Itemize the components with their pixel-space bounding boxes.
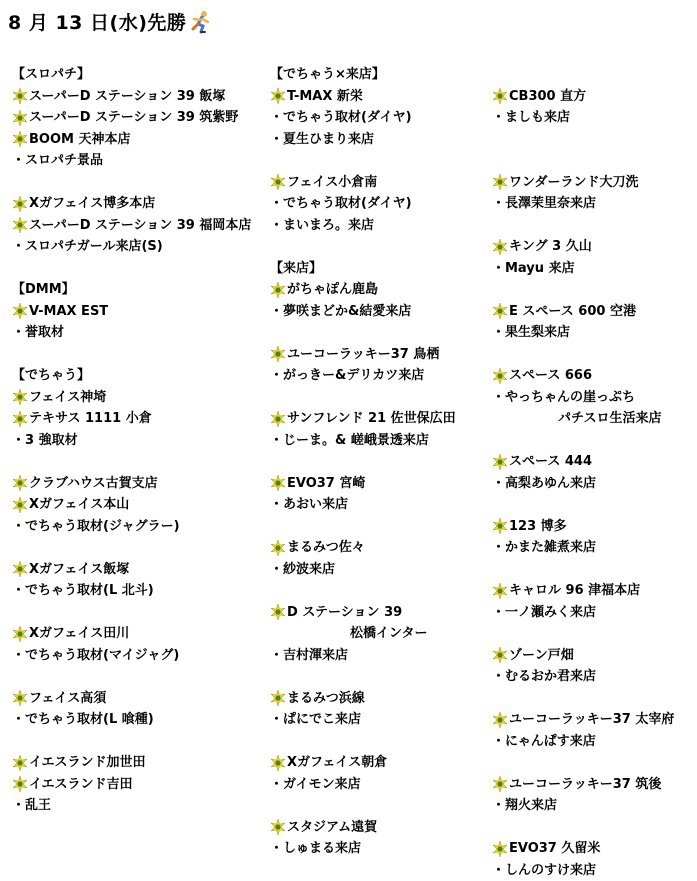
spacer [492, 623, 692, 645]
line-text: ユーコーラッキー37 筑後 [509, 774, 661, 796]
sparkle-star-icon [492, 303, 508, 319]
store-name [12, 774, 262, 796]
line-text: E スペース 600 空港 [509, 301, 636, 323]
sparkle-star-icon [12, 497, 28, 513]
event-detail [12, 516, 262, 538]
store-name [270, 344, 488, 366]
event-detail [270, 709, 488, 731]
line-text: ・Mayu 来店 [492, 258, 575, 280]
store-name [12, 215, 262, 237]
event-detail [270, 494, 488, 516]
store-name [12, 494, 262, 516]
line-text: ・やっちゃんの崖っぷち [492, 387, 635, 409]
spacer [12, 666, 262, 688]
sparkle-star-icon [492, 88, 508, 104]
sparkle-star-icon [12, 389, 28, 405]
store-name [270, 473, 488, 495]
line-text: クラブハウス古賀支店 [29, 473, 158, 495]
event-detail [270, 774, 488, 796]
section-header [12, 279, 262, 301]
sparkle-star-icon [492, 712, 508, 728]
line-text: スーパーD ステーション 39 福岡本店 [29, 215, 251, 237]
spacer [492, 430, 692, 452]
line-text: ユーコーラッキー37 太宰府 [509, 709, 674, 731]
column-2 [270, 64, 488, 860]
store-name [492, 774, 692, 796]
store-name [12, 752, 262, 774]
line-text: ・夏生ひまり来店 [270, 129, 374, 151]
line-text: フェイス高須 [29, 688, 106, 710]
line-text: EVO37 久留米 [509, 838, 600, 860]
store-name [492, 86, 692, 108]
spacer [270, 322, 488, 344]
store-name [12, 193, 262, 215]
line-text: ・スロパチガール来店(S) [12, 236, 163, 258]
spacer [492, 279, 692, 301]
event-detail [270, 193, 488, 215]
store-name [492, 301, 692, 323]
line-text: ・誉取材 [12, 322, 64, 344]
store-name [270, 172, 488, 194]
line-text: ・高梨あゆん来店 [492, 473, 596, 495]
store-name [12, 301, 262, 323]
line-text: パチスロ生活来店 [558, 408, 661, 430]
store-name [12, 129, 262, 151]
line-text: まるみつ浜線 [287, 688, 365, 710]
event-detail [270, 301, 488, 323]
sparkle-star-icon [270, 604, 286, 620]
line-text: ・じーま。& 嵯峨景透来店 [270, 430, 429, 452]
line-text: ・でちゃう取材(L 北斗) [12, 580, 154, 602]
line-text: ・かまた雑煮来店 [492, 537, 596, 559]
event-detail [12, 322, 262, 344]
line-text: ・ましも来店 [492, 107, 570, 129]
sparkle-star-icon [492, 647, 508, 663]
event-detail [492, 537, 692, 559]
column-3 [492, 64, 692, 881]
sparkle-star-icon [270, 282, 286, 298]
line-text: ・でちゃう取材(ジャグラー) [12, 516, 180, 538]
line-text: ・ぱにでこ来店 [270, 709, 361, 731]
line-text: ・まいまろ。来店 [270, 215, 374, 237]
sparkle-star-icon [270, 690, 286, 706]
store-name [12, 408, 262, 430]
line-text: スペース 444 [509, 451, 592, 473]
event-detail [12, 795, 262, 817]
section-header [12, 365, 262, 387]
line-text: ・あおい来店 [270, 494, 348, 516]
spacer [12, 451, 262, 473]
line-text: ・吉村渾来店 [270, 645, 348, 667]
store-name [12, 559, 262, 581]
line-text: ・翔火来店 [492, 795, 557, 817]
line-text: ・むるおか君来店 [492, 666, 596, 688]
line-text: V-MAX EST [29, 301, 108, 323]
line-text: 123 博多 [509, 516, 567, 538]
sparkle-star-icon [12, 626, 28, 642]
line-text: ・乱王 [12, 795, 51, 817]
event-detail [270, 365, 488, 387]
event-detail [12, 236, 262, 258]
store-name [492, 709, 692, 731]
line-text: イエスランド加世田 [29, 752, 145, 774]
line-text: ワンダーランド大刀洗 [509, 172, 638, 194]
sparkle-star-icon [270, 411, 286, 427]
sparkle-star-icon [12, 303, 28, 319]
spacer [270, 580, 488, 602]
spacer [492, 494, 692, 516]
sparkle-star-icon [270, 540, 286, 556]
line-text: イエスランド吉田 [29, 774, 132, 796]
line-text: ・ガイモン来店 [270, 774, 361, 796]
event-detail [12, 709, 262, 731]
line-text: EVO37 宮崎 [287, 473, 365, 495]
section-header [270, 258, 488, 280]
line-text: ・がっきー&デリカツ来店 [270, 365, 424, 387]
event-detail [270, 215, 488, 237]
spacer [492, 344, 692, 366]
store-name [270, 408, 488, 430]
store-name [12, 623, 262, 645]
event-detail [492, 731, 692, 753]
line-text: ユーコーラッキー37 鳥栖 [287, 344, 439, 366]
spacer [270, 731, 488, 753]
line-text: ・でちゃう取材(L 喰種) [12, 709, 154, 731]
sparkle-star-icon [12, 131, 28, 147]
sparkle-star-icon [492, 776, 508, 792]
sparkle-star-icon [270, 174, 286, 190]
line-text: 【DMM】 [12, 279, 75, 301]
line-text: キャロル 96 津福本店 [509, 580, 640, 602]
store-name [12, 473, 262, 495]
spacer [492, 64, 692, 86]
line-text: フェイス小倉南 [287, 172, 377, 194]
spacer [492, 752, 692, 774]
line-text: T-MAX 新栄 [287, 86, 363, 108]
event-detail [270, 559, 488, 581]
line-text: ・夢咲まどか&結愛来店 [270, 301, 411, 323]
store-name [12, 688, 262, 710]
page-title [8, 8, 212, 35]
line-text: ・スロパチ景品 [12, 150, 103, 172]
sparkle-star-icon [270, 819, 286, 835]
line-text: ・でちゃう取材(マイジャグ) [12, 645, 179, 667]
spacer [492, 559, 692, 581]
sparkle-star-icon [12, 475, 28, 491]
line-text: ・長澤茉里奈来店 [492, 193, 596, 215]
sparkle-star-icon [492, 174, 508, 190]
spacer [270, 666, 488, 688]
spacer [270, 236, 488, 258]
line-text: D ステーション 39 [287, 602, 402, 624]
spacer [492, 150, 692, 172]
event-detail [492, 473, 692, 495]
event-detail [270, 430, 488, 452]
event-detail [492, 860, 692, 881]
line-text: Xガフェイス博多本店 [29, 193, 155, 215]
spacer [492, 215, 692, 237]
sparkle-star-icon [492, 454, 508, 470]
sparkle-star-icon [12, 776, 28, 792]
line-text: ・しゅまる来店 [270, 838, 361, 860]
event-detail [492, 107, 692, 129]
event-detail [12, 580, 262, 602]
spacer [270, 451, 488, 473]
event-detail [492, 193, 692, 215]
spacer [492, 129, 692, 151]
column-1 [12, 64, 262, 817]
store-name [270, 279, 488, 301]
event-detail [12, 645, 262, 667]
line-text: スタジアム遠賀 [287, 817, 377, 839]
spacer [12, 172, 262, 194]
sparkle-star-icon [12, 110, 28, 126]
line-text: がちゃぽん鹿島 [287, 279, 378, 301]
sparkle-star-icon [492, 239, 508, 255]
spacer [12, 258, 262, 280]
event-detail [492, 258, 692, 280]
spacer [12, 731, 262, 753]
spacer [270, 387, 488, 409]
event-detail [270, 129, 488, 151]
event-detail [492, 387, 692, 409]
line-text: サンフレンド 21 佐世保広田 [287, 408, 456, 430]
line-text: ゾーン戸畑 [509, 645, 574, 667]
line-text: キング 3 久山 [509, 236, 592, 258]
store-name [270, 86, 488, 108]
event-detail [492, 795, 692, 817]
spacer [12, 537, 262, 559]
event-detail [12, 150, 262, 172]
line-text: ・にゃんぱす来店 [492, 731, 596, 753]
continuation-line [270, 623, 488, 645]
store-name [270, 752, 488, 774]
sparkle-star-icon [492, 518, 508, 534]
sparkle-star-icon [12, 690, 28, 706]
spacer [12, 602, 262, 624]
line-text: Xガフェイス飯塚 [29, 559, 129, 581]
sparkle-star-icon [270, 475, 286, 491]
line-text: スーパーD ステーション 39 筑紫野 [29, 107, 238, 129]
line-text: テキサス 1111 小倉 [29, 408, 152, 430]
store-name [270, 537, 488, 559]
event-detail [492, 602, 692, 624]
runner-icon [190, 10, 212, 34]
line-text: ・紗波来店 [270, 559, 335, 581]
line-text: 【スロパチ】 [12, 64, 90, 86]
spacer [270, 795, 488, 817]
store-name [492, 838, 692, 860]
store-name [270, 602, 488, 624]
line-text: スペース 666 [509, 365, 592, 387]
store-name [270, 817, 488, 839]
sparkle-star-icon [270, 755, 286, 771]
spacer [270, 150, 488, 172]
store-name [492, 645, 692, 667]
continuation-line [492, 408, 692, 430]
spacer [270, 516, 488, 538]
sparkle-star-icon [492, 841, 508, 857]
sparkle-star-icon [270, 346, 286, 362]
sparkle-star-icon [270, 88, 286, 104]
line-text: ・一ノ瀬みく来店 [492, 602, 596, 624]
line-text: ・3 強取材 [12, 430, 78, 452]
store-name [12, 107, 262, 129]
event-detail [270, 107, 488, 129]
section-header [270, 64, 488, 86]
spacer [492, 688, 692, 710]
line-text: 【でちゃう】 [12, 365, 90, 387]
section-header [12, 64, 262, 86]
line-text: ・でちゃう取材(ダイヤ) [270, 107, 412, 129]
line-text: CB300 直方 [509, 86, 586, 108]
page-title-text: 8 月 13 日(水)先勝 [8, 8, 186, 35]
line-text: Xガフェイス朝倉 [287, 752, 387, 774]
store-name [12, 86, 262, 108]
event-detail [270, 838, 488, 860]
sparkle-star-icon [492, 583, 508, 599]
sparkle-star-icon [12, 88, 28, 104]
line-text: 【でちゃう×来店】 [270, 64, 385, 86]
sparkle-star-icon [12, 217, 28, 233]
sparkle-star-icon [12, 755, 28, 771]
event-detail [270, 645, 488, 667]
line-text: BOOM 天神本店 [29, 129, 130, 151]
line-text: ・しんのすけ来店 [492, 860, 596, 881]
store-name [492, 236, 692, 258]
line-text: ・果生梨来店 [492, 322, 570, 344]
store-name [270, 688, 488, 710]
spacer [12, 344, 262, 366]
spacer [492, 817, 692, 839]
line-text: 【来店】 [270, 258, 322, 280]
line-text: 松橋インター [350, 623, 427, 645]
store-name [492, 172, 692, 194]
store-name [492, 516, 692, 538]
sparkle-star-icon [12, 411, 28, 427]
sparkle-star-icon [12, 196, 28, 212]
line-text: Xガフェイス田川 [29, 623, 129, 645]
line-text: まるみつ佐々 [287, 537, 365, 559]
line-text: スーパーD ステーション 39 飯塚 [29, 86, 225, 108]
line-text: ・でちゃう取材(ダイヤ) [270, 193, 412, 215]
store-name [492, 365, 692, 387]
line-text: Xガフェイス本山 [29, 494, 129, 516]
store-name [492, 451, 692, 473]
line-text: フェイス神埼 [29, 387, 106, 409]
store-name [492, 580, 692, 602]
sparkle-star-icon [492, 368, 508, 384]
sparkle-star-icon [12, 561, 28, 577]
store-name [12, 387, 262, 409]
event-detail [12, 430, 262, 452]
event-detail [492, 666, 692, 688]
event-detail [492, 322, 692, 344]
